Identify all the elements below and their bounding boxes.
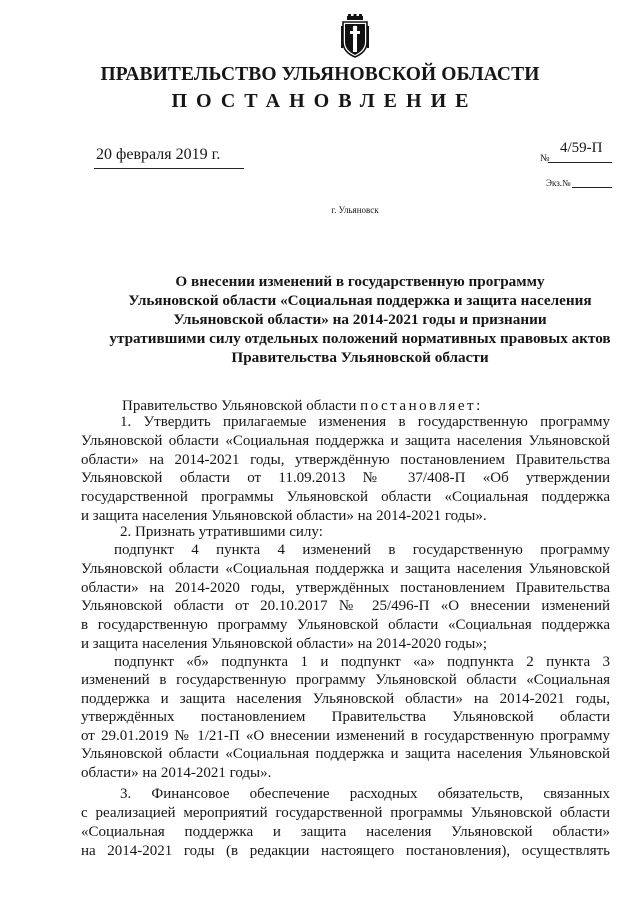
government-name: ПРАВИТЕЛЬСТВО УЛЬЯНОВСКОЙ ОБЛАСТИ	[100, 64, 540, 85]
body-line: утверждённых постановлением Правительства Ульяновской области	[81, 709, 610, 725]
body-line: 3. Финансовое обеспечение расходных обязательств, связанных	[120, 786, 610, 802]
body-line: подпункт 4 пункта 4 изменений в государственную программу	[114, 542, 610, 558]
title-line: Правительства Ульяновской области	[231, 349, 489, 366]
body-line: в государственную программу Ульяновской области «Социальная поддержка	[81, 617, 610, 633]
document-title	[96, 272, 624, 367]
body-line: изменений в государственную программу Ульяновской области «Социальная	[81, 672, 610, 688]
body-line: области» на 2014-2020 годы, утверждённых постановлением Правительства	[81, 580, 610, 596]
preamble	[122, 398, 483, 415]
body-line: Ульяновской области «Социальная поддержка и защита населения Ульяновской	[81, 433, 610, 449]
body-line: «Социальная поддержка и защита населения Ульяновской области»	[81, 824, 610, 840]
coat-of-arms-emblem	[340, 14, 370, 58]
body-line: области» на 2014-2021 годы, утверждённую постановлением Правительства	[81, 452, 610, 468]
title-line: Ульяновской области «Социальная поддержка и защита населения	[128, 292, 592, 309]
body-line: 1. Утвердить прилагаемые изменения в государственную программу	[120, 414, 610, 430]
body-line: и защита населения Ульяновской области» на 2014-2021 годы».	[81, 508, 487, 524]
date-underline	[94, 168, 244, 169]
city: г. Ульяновск	[331, 205, 379, 215]
body-line: Ульяновской области от 11.09.2013 № 37/408-П «Об утверждении	[81, 470, 610, 486]
body-line: и защита населения Ульяновской области» на 2014-2020 годы»;	[81, 636, 488, 652]
number-underline	[548, 162, 612, 163]
body-line: с реализацией мероприятий государственной программы Ульяновской области	[81, 805, 610, 821]
body-line: подпункт «б» подпункта 1 и подпункт «а» подпункта 2 пункта 3	[114, 654, 610, 670]
body-line: 2. Признать утратившими силу:	[120, 524, 323, 540]
document-date: 20 февраля 2019 г.	[96, 146, 221, 163]
body-line: Ульяновской области «Социальная поддержка и защита населения Ульяновской	[81, 746, 610, 762]
body-line: Ульяновской области от 20.10.2017 № 25/496-П «О внесении изменений	[81, 598, 610, 614]
body-line: области» на 2014-2021 годы».	[81, 765, 272, 781]
number-label: №	[540, 153, 550, 164]
copy-number-underline	[572, 187, 612, 188]
preamble-subject: Правительство Ульяновской области	[122, 398, 357, 414]
body-line: Ульяновской области «Социальная поддержка и защита населения Ульяновской	[81, 561, 610, 577]
body-line: на 2014-2021 годы (в редакции настоящего постановления), осуществлять	[81, 843, 610, 859]
title-line: Ульяновской области» на 2014-2021 годы и признании	[173, 311, 547, 328]
title-line: утратившими силу отдельных положений нормативных правовых актов	[109, 330, 611, 347]
title-line: О внесении изменений в государственную программу	[175, 273, 545, 290]
copy-number-label: Экз.№	[546, 178, 571, 188]
body-line: от 29.01.2019 № 1/21-П «О внесении изменений в государственную программу	[81, 728, 610, 744]
document-type: ПОСТАНОВЛЕНИЕ	[171, 90, 478, 112]
body-line: поддержка и защита населения Ульяновской области» на 2014-2021 годы,	[81, 691, 610, 707]
body-line: государственной программы Ульяновской области «Социальная поддержка	[81, 489, 610, 505]
preamble-verb: постановляет:	[360, 398, 483, 414]
document-number: 4/59-П	[560, 140, 603, 156]
